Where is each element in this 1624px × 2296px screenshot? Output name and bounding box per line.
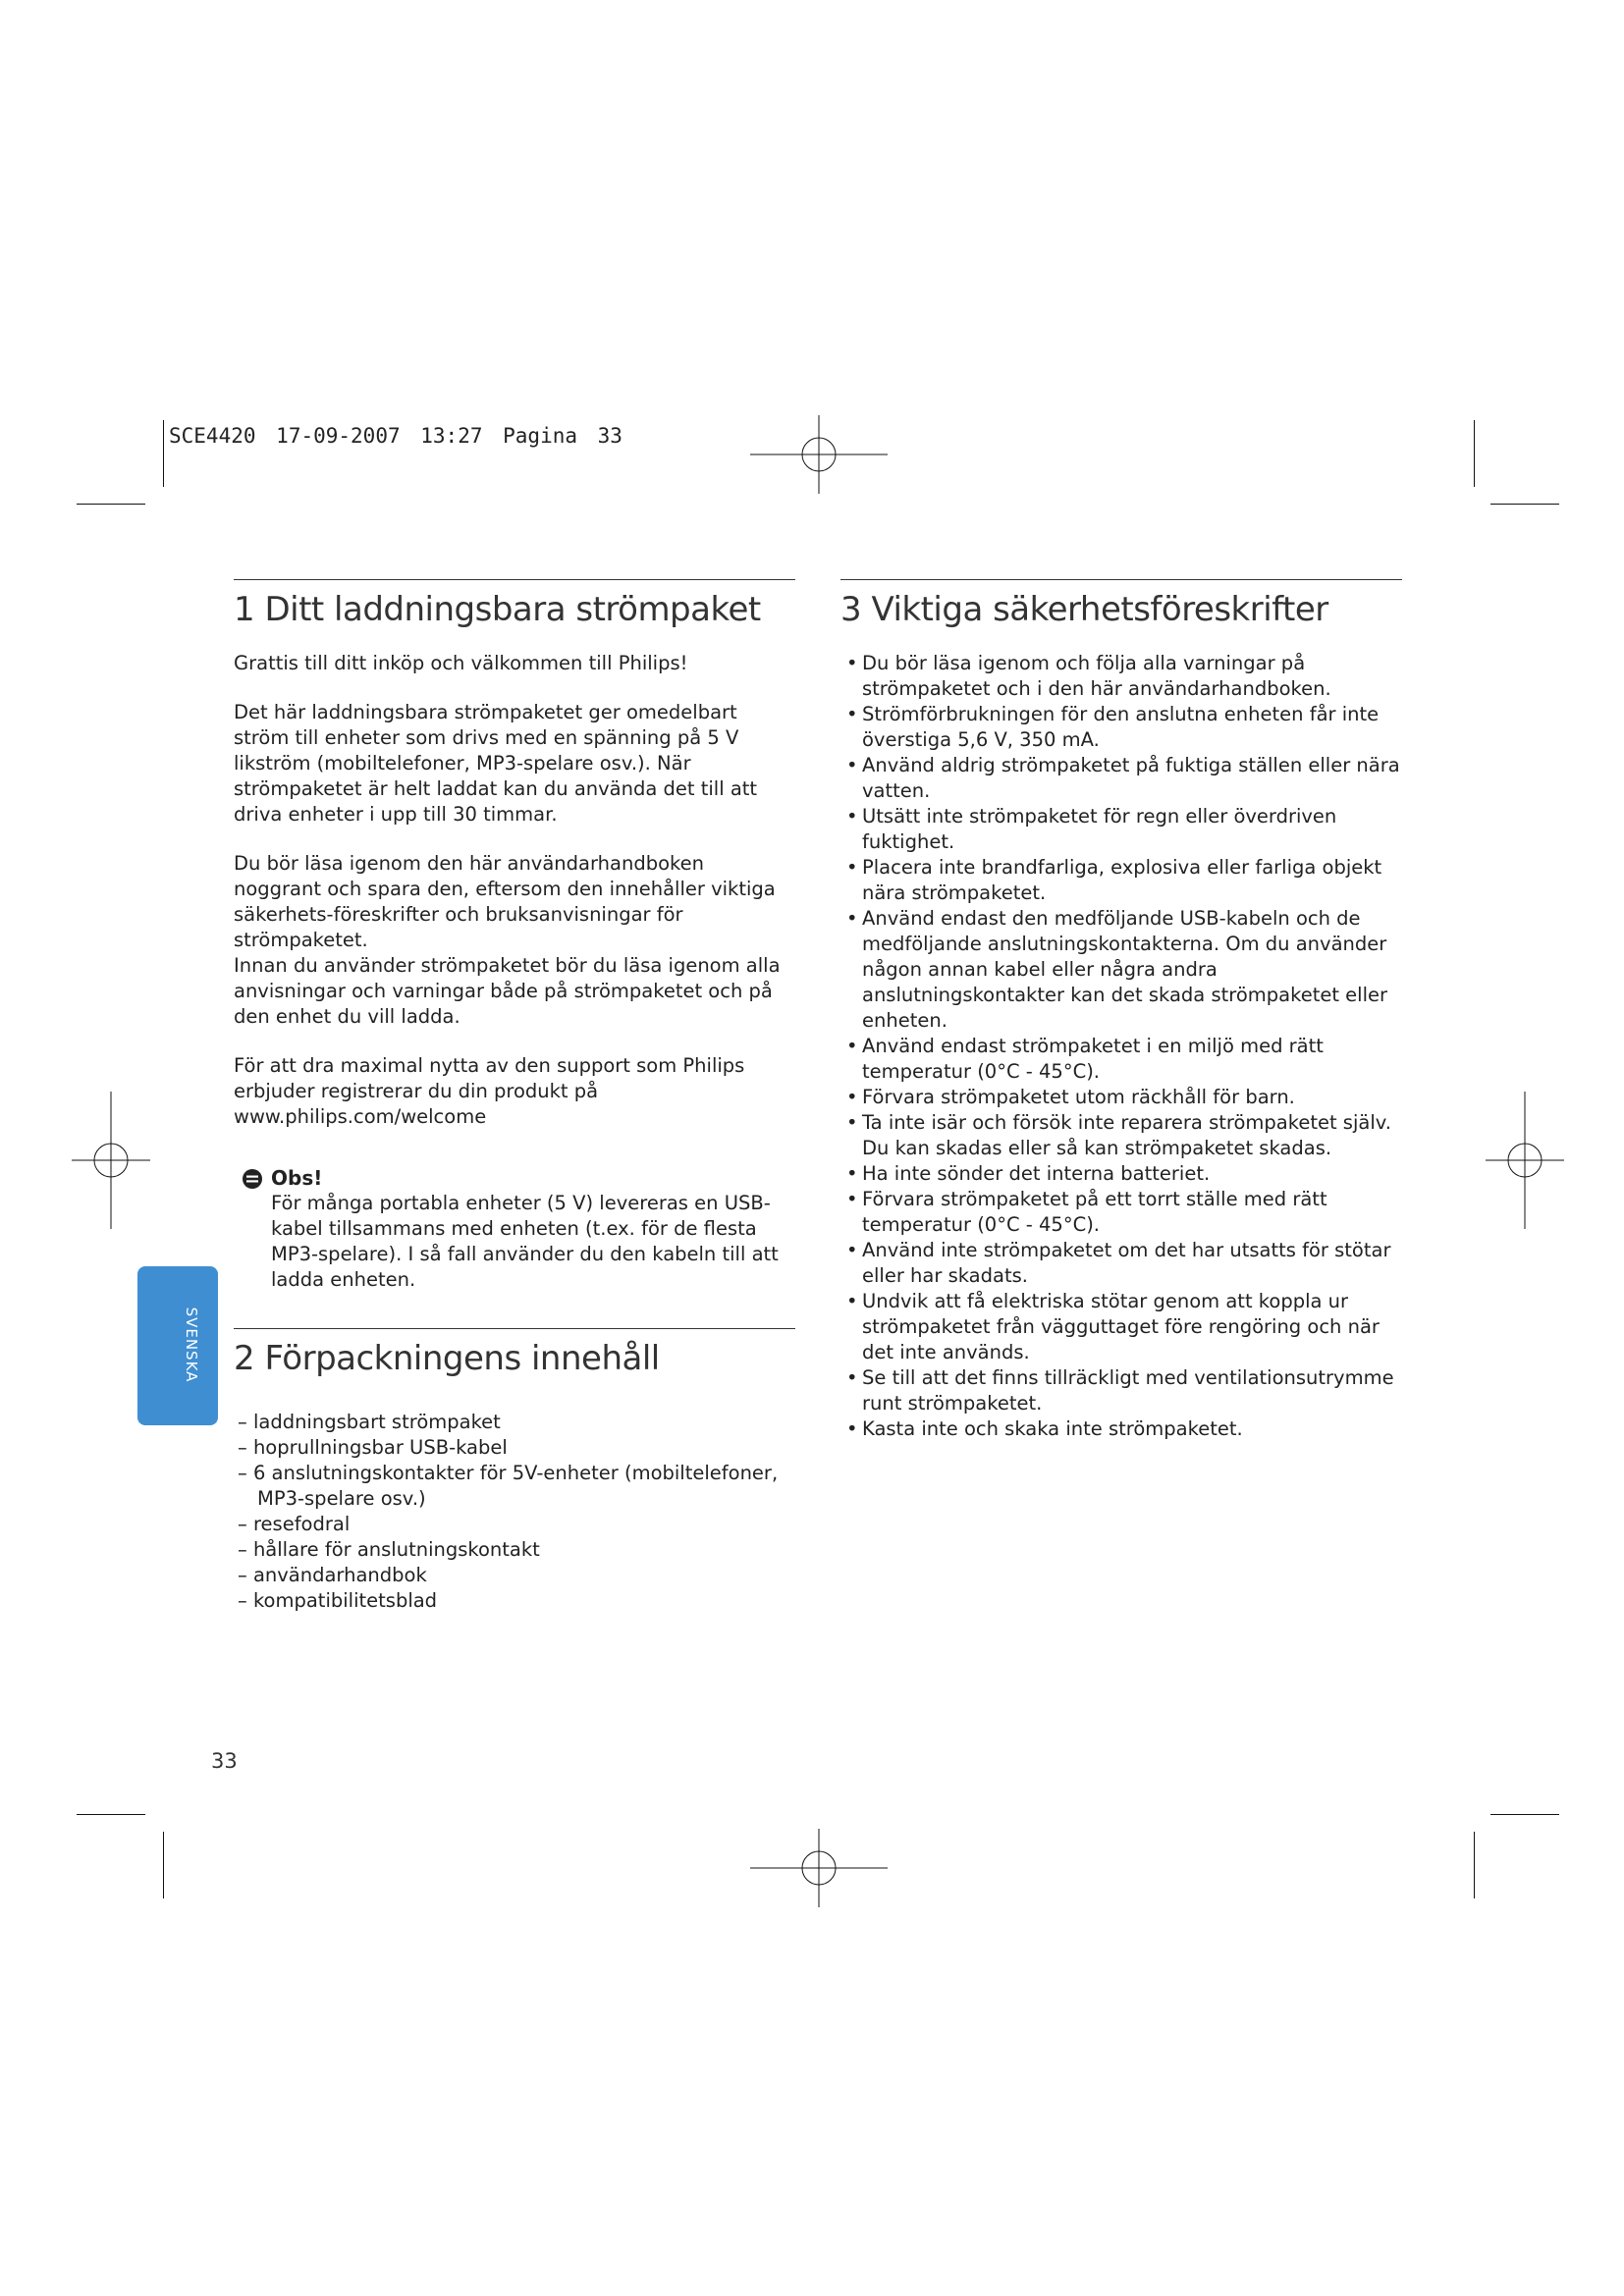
note-text: För många portabla enheter (5 V) levereras en USB-kabel tillsammans med enheten (t.ex. för de flesta MP3-spelare). I så fall använder du den kabeln till att ladda enheten. (271, 1192, 779, 1291)
bullet-icon: • (846, 703, 858, 725)
bullet-icon: • (846, 1366, 858, 1389)
list-item (840, 1161, 1402, 1187)
crop-mark (77, 1814, 145, 1815)
crop-mark (77, 504, 145, 505)
list-item: – resefodral (238, 1513, 351, 1535)
section3-title: 3 Viktiga säkerhetsföreskrifter (840, 590, 1328, 629)
right-column (840, 579, 1402, 1442)
safety-list (840, 651, 1402, 1442)
registration-mark-left (42, 1092, 180, 1229)
list-item-text: Placera inte brandfarliga, explosiva eller farliga objekt nära strömpaketet. (862, 856, 1382, 904)
list-item: – hoprullningsbar USB-kabel (238, 1436, 508, 1459)
list-item (840, 1416, 1402, 1442)
crop-mark (1474, 420, 1475, 487)
list-item-text: Använd inte strömpaketet om det har utsatts för stötar eller har skadats. (862, 1239, 1391, 1287)
bullet-icon: • (846, 856, 858, 879)
print-time: 13:27 (420, 424, 483, 448)
list-item: – laddningsbart strömpaket (238, 1411, 501, 1433)
philips-welcome-link[interactable]: www.philips.com/welcome (234, 1105, 487, 1128)
list-item-text: Utsätt inte strömpaketet för regn eller överdriven fuktighet. (862, 805, 1337, 853)
list-item (840, 1187, 1402, 1238)
section1-title: 1 Ditt laddningsbara strömpaket (234, 590, 761, 629)
list-item (840, 753, 1402, 804)
section1-paragraph: Det här laddningsbara strömpaketet ger omedelbart ström till enheter som drivs med en spänning på 5 V likström (mobiltelefoner, MP3-spelare osv.). När strömpaketet är helt laddat kan du använda det till att driva enheter i upp till 30 timmar. (234, 701, 758, 826)
print-page: Pagina 33 (503, 424, 623, 448)
list-item-text: Använd aldrig strömpaketet på fuktiga ställen eller nära vatten. (862, 754, 1400, 802)
crop-mark (163, 420, 164, 487)
list-item-text: Du bör läsa igenom och följa alla varningar på strömpaketet och i den här användarhandboken. (862, 652, 1331, 700)
list-item (840, 1110, 1402, 1161)
list-item (840, 906, 1402, 1034)
bullet-icon: • (846, 805, 858, 828)
list-item (840, 702, 1402, 753)
bullet-icon: • (846, 1162, 858, 1185)
list-item: – kompatibilitetsblad (238, 1589, 438, 1612)
registration-mark-top (750, 386, 888, 523)
list-item-text: Förvara strömpaketet på ett torrt ställe med rätt temperatur (0°C - 45°C). (862, 1188, 1327, 1236)
section2-title: 2 Förpackningens innehåll (234, 1339, 660, 1378)
list-item (840, 1365, 1402, 1416)
bullet-icon: • (846, 1035, 858, 1057)
list-item (840, 1085, 1402, 1110)
list-item-text: Strömförbrukningen för den anslutna enheten får inte överstiga 5,6 V, 350 mA. (862, 703, 1380, 751)
list-item: – användarhandbok (238, 1564, 427, 1586)
bullet-icon: • (846, 907, 858, 930)
print-date: 17-09-2007 (276, 424, 401, 448)
language-tab-label: SVENSKA (183, 1307, 200, 1383)
note-title: Obs! (271, 1166, 323, 1190)
crop-mark (1490, 504, 1559, 505)
bullet-icon: • (846, 1239, 858, 1261)
section-divider (840, 579, 1402, 580)
section1-paragraph: Grattis till ditt inköp och välkommen till Philips! (234, 652, 688, 674)
list-item (840, 1238, 1402, 1289)
language-tab (137, 1266, 218, 1425)
bullet-icon: • (846, 1417, 858, 1440)
section1-paragraph: För att dra maximal nytta av den support som Philips erbjuder registrerar du din produkt på (234, 1054, 745, 1102)
list-item (840, 804, 1402, 855)
section-divider (234, 1328, 795, 1329)
left-column (234, 579, 795, 1614)
bullet-icon: • (846, 1188, 858, 1210)
list-item (840, 855, 1402, 906)
registration-mark-right (1456, 1092, 1594, 1229)
print-header (169, 424, 623, 448)
bullet-icon: • (846, 754, 858, 776)
list-item-text: Undvik att få elektriska stötar genom att koppla ur strömpaketet från vägguttaget före rengöring och när det inte används. (862, 1290, 1380, 1363)
list-item-text: Använd endast strömpaketet i en miljö med rätt temperatur (0°C - 45°C). (862, 1035, 1324, 1083)
list-item-text: Kasta inte och skaka inte strömpaketet. (862, 1417, 1243, 1440)
crop-mark (1490, 1814, 1559, 1815)
bullet-icon: • (846, 1086, 858, 1108)
section1-paragraph: Du bör läsa igenom den här användarhandboken noggrant och spara den, eftersom den innehåller viktiga säkerhets-föreskrifter och bruksanvisningar för strömpaketet. (234, 852, 776, 951)
bullet-icon: • (846, 1111, 858, 1134)
list-item-text: Ta inte isär och försök inte reparera strömpaketet själv. Du kan skadas eller så kan strömpaketet skadas. (862, 1111, 1391, 1159)
list-item-text: Använd endast den medföljande USB-kabeln och de medföljande anslutningskontakterna. Om du använder någon annan kabel eller några andra anslutningskontakter kan det skada strömpaketet eller enheten. (862, 907, 1388, 1032)
registration-mark-bottom (750, 1799, 888, 1937)
list-item: – hållare för anslutningskontakt (238, 1538, 540, 1561)
list-item (840, 1034, 1402, 1085)
note-icon (242, 1168, 263, 1190)
crop-mark (163, 1832, 164, 1898)
list-item: – 6 anslutningskontakter för 5V-enheter (mobiltelefoner, MP3-spelare osv.) (238, 1462, 779, 1510)
print-code: SCE4420 (169, 424, 256, 448)
bullet-icon: • (846, 1290, 858, 1312)
list-item-text: Ha inte sönder det interna batteriet. (862, 1162, 1211, 1185)
package-contents-list (234, 1410, 795, 1614)
page-number: 33 (211, 1749, 238, 1773)
list-item-text: Förvara strömpaketet utom räckhåll för barn. (862, 1086, 1295, 1108)
section1-paragraph: Innan du använder strömpaketet bör du läsa igenom alla anvisningar och varningar både på strömpaketet och på den enhet du vill ladda. (234, 954, 781, 1028)
bullet-icon: • (846, 652, 858, 674)
list-item-text: Se till att det finns tillräckligt med ventilationsutrymme runt strömpaketet. (862, 1366, 1394, 1415)
crop-mark (1474, 1832, 1475, 1898)
list-item (840, 1289, 1402, 1365)
list-item (840, 651, 1402, 702)
note-box (234, 1165, 795, 1293)
section-divider (234, 579, 795, 580)
